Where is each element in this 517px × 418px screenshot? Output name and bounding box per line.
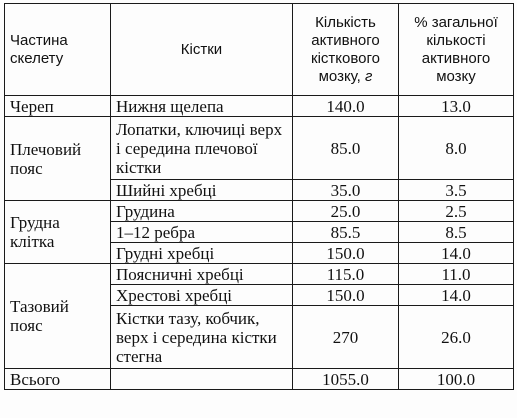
cell-percent: 3.5: [399, 180, 514, 201]
header-row: [5, 4, 514, 96]
table-row: [5, 117, 514, 180]
cell-percent: 8.5: [399, 222, 514, 243]
cell-bones: Шийні хребці: [111, 180, 293, 201]
cell-amount: 150.0: [293, 285, 399, 306]
table-row: [5, 264, 514, 285]
cell-bones: Лопатки, ключиці верх і середина плечової кістки: [111, 117, 293, 180]
cell-bones: Нижня щелепа: [111, 96, 293, 117]
cell-amount: 140.0: [293, 96, 399, 117]
cell-bones: Грудина: [111, 201, 293, 222]
cell-bones: Грудні хребці: [111, 243, 293, 264]
cell-bones: 1–12 ребра: [111, 222, 293, 243]
cell-percent: 14.0: [399, 285, 514, 306]
header-marrow-percent: % загальної кількості активного мозку: [399, 4, 514, 96]
cell-amount: 35.0: [293, 180, 399, 201]
cell-amount: 270: [293, 306, 399, 369]
header-skeleton-part: Частина скелету: [5, 4, 111, 96]
cell-part-chest: Грудна клітка: [5, 201, 111, 264]
cell-percent: 8.0: [399, 117, 514, 180]
cell-part-total: Всього: [5, 369, 111, 390]
table-row: [5, 201, 514, 222]
cell-percent: 11.0: [399, 264, 514, 285]
total-row: [5, 369, 514, 390]
cell-amount: 115.0: [293, 264, 399, 285]
cell-percent: 14.0: [399, 243, 514, 264]
cell-amount-total: 1055.0: [293, 369, 399, 390]
cell-part-pelvic-girdle: Тазовий пояс: [5, 264, 111, 369]
cell-bones: Кістки тазу, кобчик, верх і середина кістки стегна: [111, 306, 293, 369]
cell-bones: Поясничні хребці: [111, 264, 293, 285]
cell-percent: 2.5: [399, 201, 514, 222]
header-bones: Кістки: [111, 4, 293, 96]
header-marrow-amount: [293, 4, 399, 96]
cell-part-shoulder-girdle: Плечовий пояс: [5, 117, 111, 201]
cell-percent: 26.0: [399, 306, 514, 369]
cell-amount: 25.0: [293, 201, 399, 222]
cell-amount: 85.5: [293, 222, 399, 243]
bone-marrow-table: [4, 3, 514, 390]
cell-amount: 150.0: [293, 243, 399, 264]
cell-percent: 13.0: [399, 96, 514, 117]
header-marrow-amount-unit: г: [365, 67, 373, 85]
cell-bones: [111, 369, 293, 390]
cell-part-skull: Череп: [5, 96, 111, 117]
table-row: [5, 96, 514, 117]
cell-percent-total: 100.0: [399, 369, 514, 390]
header-marrow-amount-text: Кількість активного кісткового мозку,: [311, 13, 380, 85]
cell-amount: 85.0: [293, 117, 399, 180]
cell-bones: Хрестові хребці: [111, 285, 293, 306]
